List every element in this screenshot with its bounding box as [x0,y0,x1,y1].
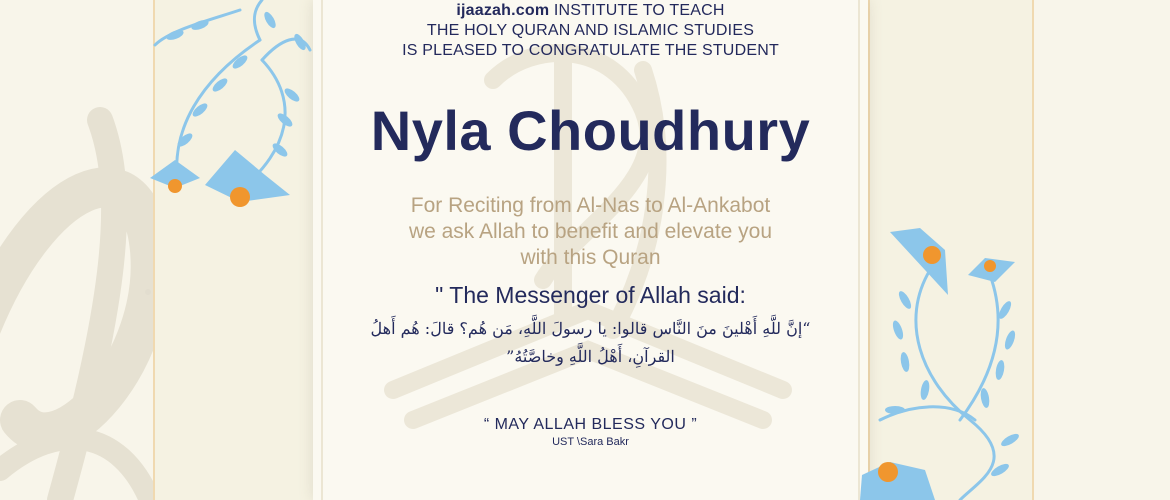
recitation-line-1: For Reciting from Al-Nas to Al-Ankabot [410,194,771,217]
hadith-arabic-line-2: القرآنِ، أَهْلُ اللَّهِ وخاصَّتُهُ” [506,347,675,366]
recitation-line-3: with this Quran [520,246,661,269]
header-line-1-rest: INSTITUTE TO TEACH [549,2,725,19]
hadith-arabic [331,315,851,371]
certificate-content [313,0,868,449]
hadith-arabic-line-1: “إنَّ للَّهِ أَهْلينَ منَ النَّاس قالوا: يا رسولَ اللَّهِ، مَن هُم؟ قالَ: هُم أَهلُ [370,319,811,338]
header-line-3: IS PLEASED TO CONGRATULATE THE STUDENT [402,42,779,59]
header-line-2: THE HOLY QURAN AND ISLAMIC STUDIES [426,22,755,39]
signer-name: UST \Sara Bakr [552,436,629,448]
blessing-text: “ MAY ALLAH BLESS YOU ” [483,416,698,433]
hadith-title: " The Messenger of Allah said: [435,282,746,308]
recitation-text [313,193,868,271]
recitation-line-2: we ask Allah to benefit and elevate you [408,220,773,243]
header-line-1 [313,1,868,21]
brand-name: ijaazah.com [456,2,550,19]
student-name: Nyla Choudhury [370,99,811,162]
